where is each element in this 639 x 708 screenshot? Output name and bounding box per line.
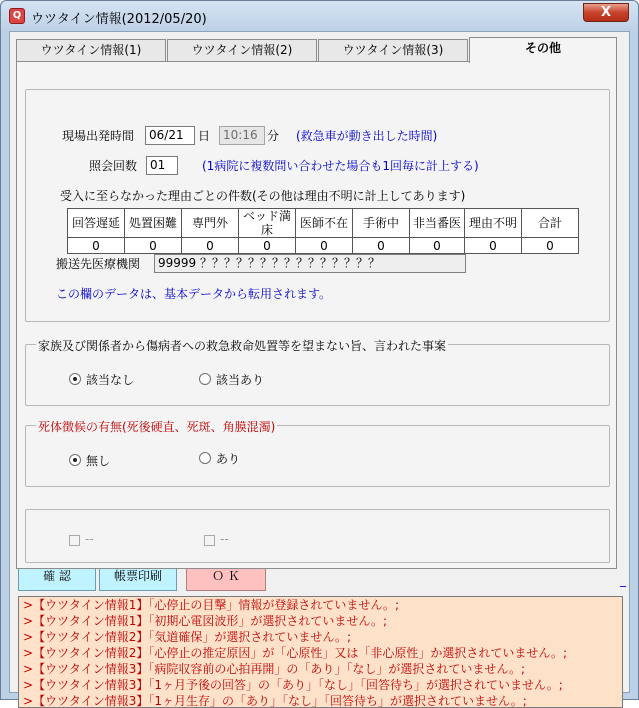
- count-cell: 0: [125, 238, 182, 254]
- log-line: >【ウツタイン情報2】「心停止の推定原因」が「心原性」又は「非心原性」か選択されていません。;: [23, 646, 568, 660]
- count-cell: 0: [410, 238, 465, 254]
- tab-label: ウツタイン情報(3): [342, 43, 444, 57]
- departure-date-field[interactable]: 06/21: [145, 126, 195, 145]
- underscore-mark: _: [620, 573, 626, 587]
- tab-utstein-3[interactable]: [318, 39, 468, 61]
- title-bar[interactable]: [1, 1, 638, 31]
- reasons-table: [67, 208, 579, 254]
- departure-note: (救急車が動き出した時間): [296, 129, 438, 143]
- family-wish-group: [25, 339, 610, 406]
- log-line: >【ウツタイン情報3】「1ヶ月予後の回答」の「あり」「なし」「回答待ち」が選択されていません。;: [23, 678, 563, 692]
- count-cell: 0: [68, 238, 125, 254]
- log-line: >【ウツタイン情報2】「気道確保」が選択されていません。;: [23, 630, 352, 644]
- table-header-row: [68, 209, 579, 238]
- death-signs-legend: 死体徴候の有無(死後硬直、死斑、角膜混濁): [38, 420, 276, 434]
- tab-label: ウツタイン情報(2): [191, 43, 293, 57]
- destination-field[interactable]: 99999 ？？？？？？？？？？？？？？？: [154, 254, 466, 273]
- tab-other[interactable]: [469, 37, 617, 63]
- log-line: >【ウツタイン情報1】「心停止の目撃」情報が登録されていません。;: [23, 598, 400, 612]
- column-header: 理由不明: [465, 209, 522, 238]
- confirm-button[interactable]: 確 認: [18, 561, 96, 591]
- column-header: ベッド満床: [239, 209, 296, 238]
- reasons-heading: 受入に至らなかった理由ごとの件数(その他は理由不明に計上してあります): [60, 189, 466, 203]
- close-button[interactable]: X: [583, 3, 629, 22]
- radio-family-none-label: 該当なし: [86, 373, 135, 387]
- validation-log[interactable]: [18, 596, 623, 708]
- column-header: 合計: [522, 209, 579, 238]
- checkbox-1[interactable]: [69, 535, 80, 546]
- column-header: 医師不在: [296, 209, 353, 238]
- log-line: >【ウツタイン情報3】「病院収容前の心拍再開」の「あり」「なし」が選択されていません。;: [23, 662, 526, 676]
- table-row: [68, 238, 579, 254]
- count-cell: 0: [522, 238, 579, 254]
- checkbox-2[interactable]: [204, 535, 215, 546]
- radio-family-none[interactable]: [69, 373, 81, 385]
- checkbox-1-label: --: [85, 532, 94, 546]
- destination-note: この欄のデータは、基本データから転用されます。: [56, 287, 332, 301]
- destination-label: 搬送先医療機関: [56, 257, 141, 271]
- app-icon: Q: [9, 8, 25, 24]
- count-cell: 0: [239, 238, 296, 254]
- tab-utstein-2[interactable]: [167, 39, 317, 61]
- count-cell: 0: [465, 238, 522, 254]
- radio-family-applicable-label: 該当あり: [216, 373, 265, 387]
- count-cell: 0: [182, 238, 239, 254]
- inquiry-count-field[interactable]: 01: [146, 156, 178, 175]
- column-header: 回答遅延: [68, 209, 125, 238]
- log-line: >【ウツタイン情報1】「初期心電図波形」が選択されていません。;: [23, 614, 388, 628]
- column-header: 手術中: [353, 209, 410, 238]
- column-header: 専門外: [182, 209, 239, 238]
- radio-death-none-label: 無し: [86, 454, 111, 468]
- inquiry-note: (1病院に複数問い合わせた場合も1回毎に計上する): [202, 159, 479, 173]
- family-wish-legend: 家族及び関係者から傷病者への救急救命処置等を望まない旨、言われた事案: [38, 339, 447, 353]
- log-line: >【ウツタイン情報3】「1ヶ月生存」の「あり」「なし」「回答待ち」が選択されていません。;: [23, 694, 527, 708]
- radio-death-present-label: あり: [216, 452, 241, 466]
- minute-suffix: 分: [267, 129, 280, 143]
- tab-utstein-1[interactable]: [16, 39, 166, 61]
- client-area: [9, 31, 630, 708]
- print-button[interactable]: 帳票印刷: [99, 561, 177, 591]
- extra-checks-group: [25, 509, 610, 563]
- count-cell: 0: [296, 238, 353, 254]
- radio-death-none[interactable]: [69, 454, 81, 466]
- tab-panel-other: [16, 61, 617, 569]
- departure-time-label: 現場出発時間: [62, 129, 135, 143]
- departure-time-field[interactable]: 10:16: [219, 126, 265, 145]
- tab-label: ウツタイン情報(1): [40, 43, 142, 57]
- window-title: ウツタイン情報(2012/05/20): [31, 12, 207, 27]
- column-header: 非当番医: [410, 209, 465, 238]
- death-signs-group: [25, 420, 610, 487]
- day-suffix: 日: [198, 129, 211, 143]
- ok-button[interactable]: Ｏ Ｋ: [186, 561, 266, 591]
- count-cell: 0: [353, 238, 410, 254]
- radio-death-present[interactable]: [199, 452, 211, 464]
- basic-info-group: [25, 89, 610, 322]
- column-header: 処置困難: [125, 209, 182, 238]
- radio-family-applicable[interactable]: [199, 373, 211, 385]
- tab-label: その他: [524, 41, 561, 55]
- inquiry-count-label: 照会回数: [89, 159, 138, 173]
- checkbox-2-label: --: [220, 532, 229, 546]
